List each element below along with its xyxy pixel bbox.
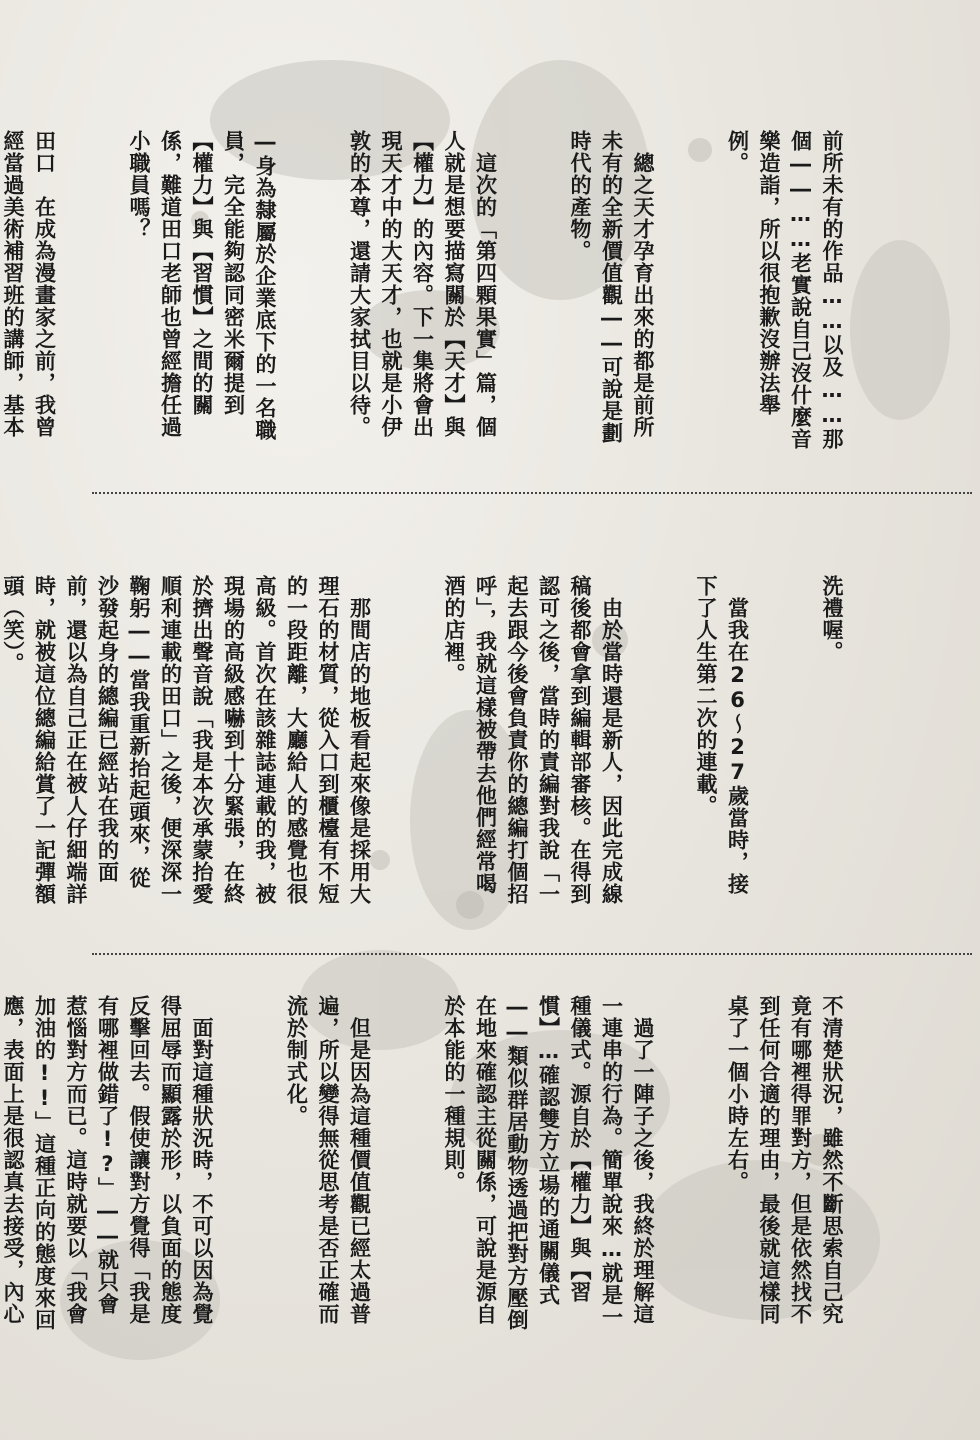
- paragraph: 田口 在成為漫畫家之前，我曾經當過美術補習班的講師，基本: [1, 130, 57, 438]
- section-2-text: [0, 575, 910, 905]
- paragraph: 但是因為這種價值觀已經太過普遍，所以變得無從思考是否正確而流於制式化。: [284, 995, 372, 1325]
- section-2: [1, 575, 910, 905]
- section-1: [1, 130, 910, 450]
- dotted-divider: [92, 492, 972, 494]
- paragraph: 那間店的地板看起來像是採用大理石的材質，從入口到櫃檯有不短的一段距離，大廳給人的感覺也很高級。首次在該雜誌連載的我，被現場的高級感嚇到十分緊張，在終於擠出聲音說「我是本次承蒙抬愛順利連載的田口」之後，便深深一鞠躬――當我重新抬起頭來，從沙發起身的總編已經站在我的面前，還以為自己正在被人仔細端詳時，就被這位總編給賞了一記彈額頭（笑）。: [1, 575, 372, 905]
- paragraph: 由於當時還是新人，因此完成線稿後都會拿到編輯部審核。在得到認可之後，當時的責編對我說「一起去跟今後會負責你的總編打個招呼」，我就這樣被帶去他們經常喝酒的店裡。: [442, 575, 624, 905]
- section-3-text: [0, 995, 910, 1335]
- paragraph: 當我在26～27歲當時，接下了人生第二次的連載。: [694, 575, 750, 895]
- section-1-text: [0, 130, 910, 450]
- paragraph: 洗禮喔。: [820, 575, 844, 663]
- dotted-divider: [92, 953, 972, 955]
- paragraph: 這次的「第四顆果實」篇，個人就是想要描寫關於【天才】與【權力】的內容。下一集將會出現天才中的大天才，也就是小伊敦的本尊，還請大家拭目以待。: [347, 130, 498, 438]
- paragraph: 前所未有的作品……以及……那個――……老實說自己沒什麼音樂造詣，所以很抱歉沒辦法舉例。: [725, 130, 844, 450]
- section-3: [1, 995, 910, 1335]
- paragraph: 過了一陣子之後，我終於理解這一連串的行為。簡單說來…就是一種儀式。源自於【權力】與【習慣】…確認雙方立場的通關儀式――類似群居動物透過把對方壓倒在地來確認主從關係，可說是源自於本能的一種規則。: [442, 995, 655, 1331]
- paragraph: 總之天才孕育出來的都是前所未有的全新價值觀――可說是劃時代的產物。: [568, 130, 655, 444]
- paragraph: 面對這種狀況時，不可以因為覺得屈辱而顯露於形，以負面的態度反擊回去。假使讓對方覺得「我是有哪裡做錯了!?」――就只會惹惱對方而已。這時就要以「我會加油的!!」這種正向的態度來回應，表面上是很認真去接受，內心: [1, 995, 214, 1331]
- paragraph: ―身為隸屬於企業底下的一名職員，完全能夠認同密米爾提到【權力】與【習慣】之間的關係，難道田口老師也曾經擔任過小職員嗎？: [127, 130, 277, 441]
- paragraph: 不清楚狀況，雖然不斷思索自己究竟有哪裡得罪對方，但是依然找不到任何合適的理由，最後就這樣同桌了一個小時左右。: [725, 995, 844, 1325]
